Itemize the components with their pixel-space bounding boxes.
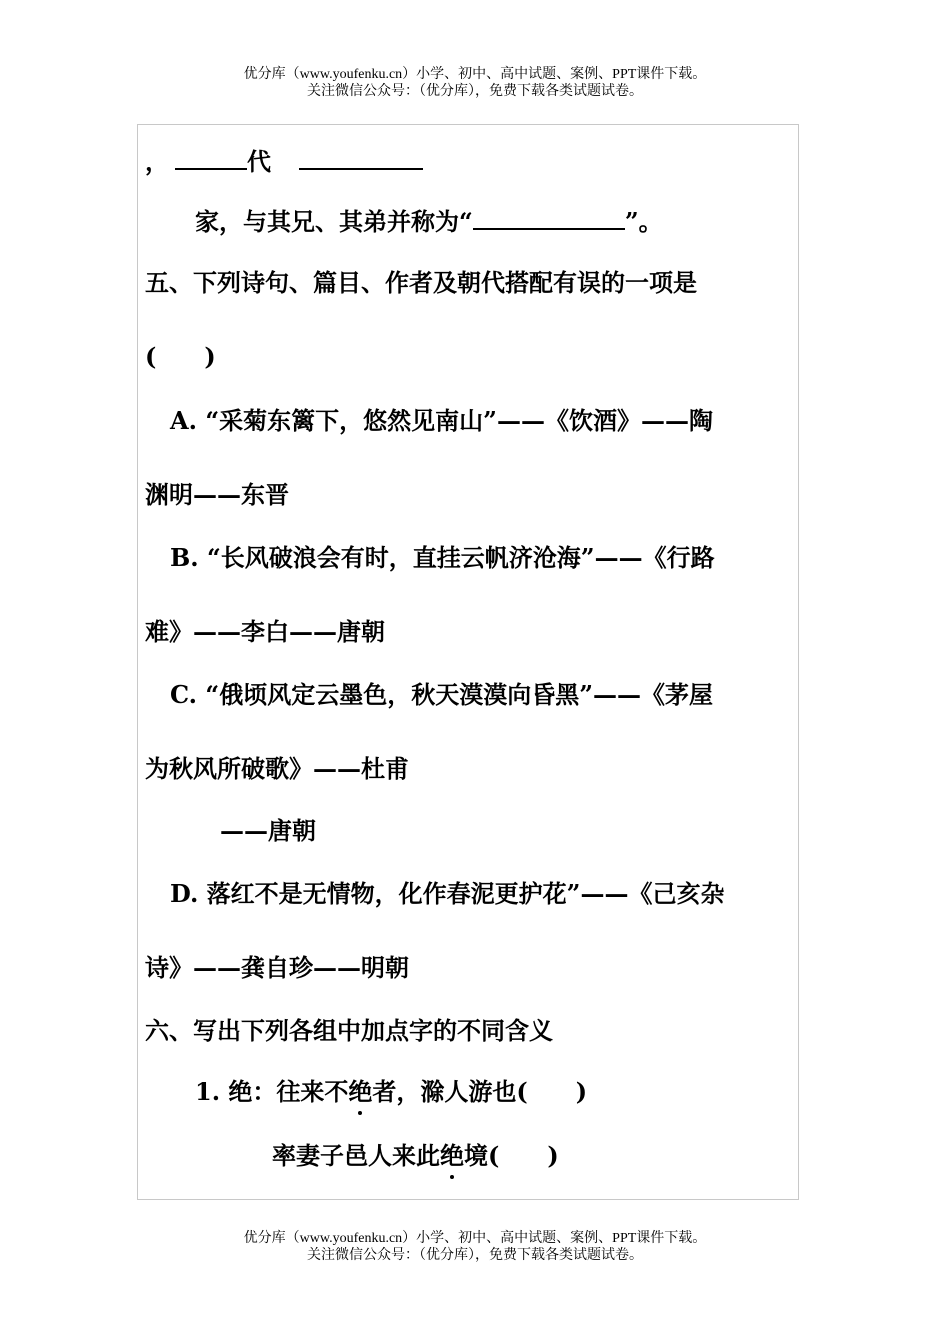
- footer-line-2: 关注微信公众号：（优分库），免费下载各类试题试卷。: [307, 1248, 643, 1263]
- item-1a-prefix: 1. 绝：往来不: [195, 1077, 349, 1106]
- page-header: [0, 66, 950, 100]
- dotted-char-jue-2: 绝: [440, 1141, 464, 1170]
- header-line-1: 优分库（www.youfenku.cn）小学、初中、高中试题、案例、PPT课件下载。: [243, 67, 707, 82]
- fill-line-2-suffix: ”。: [624, 207, 663, 236]
- option-a-line-1: A. “采菊东篱下，悠然见南山”——《饮酒》——陶: [170, 406, 713, 435]
- question-5-title: 五、下列诗句、篇目、作者及朝代搭配有误的一项是: [145, 268, 697, 297]
- question-6-item-1a: [195, 1077, 587, 1107]
- option-b-line-1: B. “长风破浪会有时，直挂云帆济沧海”——《行路: [170, 543, 715, 572]
- option-c-line-1: C. “俄顷风定云墨色，秋天漠漠向昏黑”——《茅屋: [170, 680, 713, 709]
- dotted-char-jue-1: 绝: [348, 1077, 373, 1106]
- option-b-line-2: 难》——李白——唐朝: [145, 617, 385, 646]
- option-d-line-2: 诗》——龚自珍——明朝: [145, 953, 409, 982]
- question-5-answer-paren: ( ): [145, 342, 216, 371]
- page-footer: [0, 1230, 950, 1264]
- comma-text: ，: [145, 147, 169, 176]
- fill-blank-line-2: [195, 206, 663, 237]
- blank-title: [473, 206, 625, 230]
- fill-line-2-prefix: 家，与其兄、其弟并称为“: [195, 207, 473, 236]
- option-a-line-2: 渊明——东晋: [145, 480, 289, 509]
- option-c-line-2: 为秋风所破歌》——杜甫: [145, 754, 409, 783]
- footer-line-1: 优分库（www.youfenku.cn）小学、初中、高中试题、案例、PPT课件下载。: [243, 1231, 707, 1246]
- fill-blank-line-1: [145, 146, 423, 177]
- question-6-item-1b: [272, 1141, 559, 1171]
- option-d-line-1: D. 落红不是无情物，化作春泥更护花”——《己亥杂: [170, 879, 725, 908]
- option-c-line-3: ——唐朝: [220, 816, 316, 845]
- question-6-title: 六、写出下列各组中加点字的不同含义: [145, 1016, 553, 1045]
- item-1b-suffix: 境( ): [464, 1141, 559, 1170]
- dynasty-label: 代: [247, 147, 271, 176]
- item-1b-prefix: 率妻子邑人来此: [272, 1141, 440, 1170]
- item-1a-suffix: 者，滁人游也( ): [372, 1077, 588, 1106]
- blank-dynasty: [175, 146, 247, 170]
- blank-school: [299, 146, 423, 170]
- header-line-2: 关注微信公众号：（优分库），免费下载各类试题试卷。: [307, 84, 643, 99]
